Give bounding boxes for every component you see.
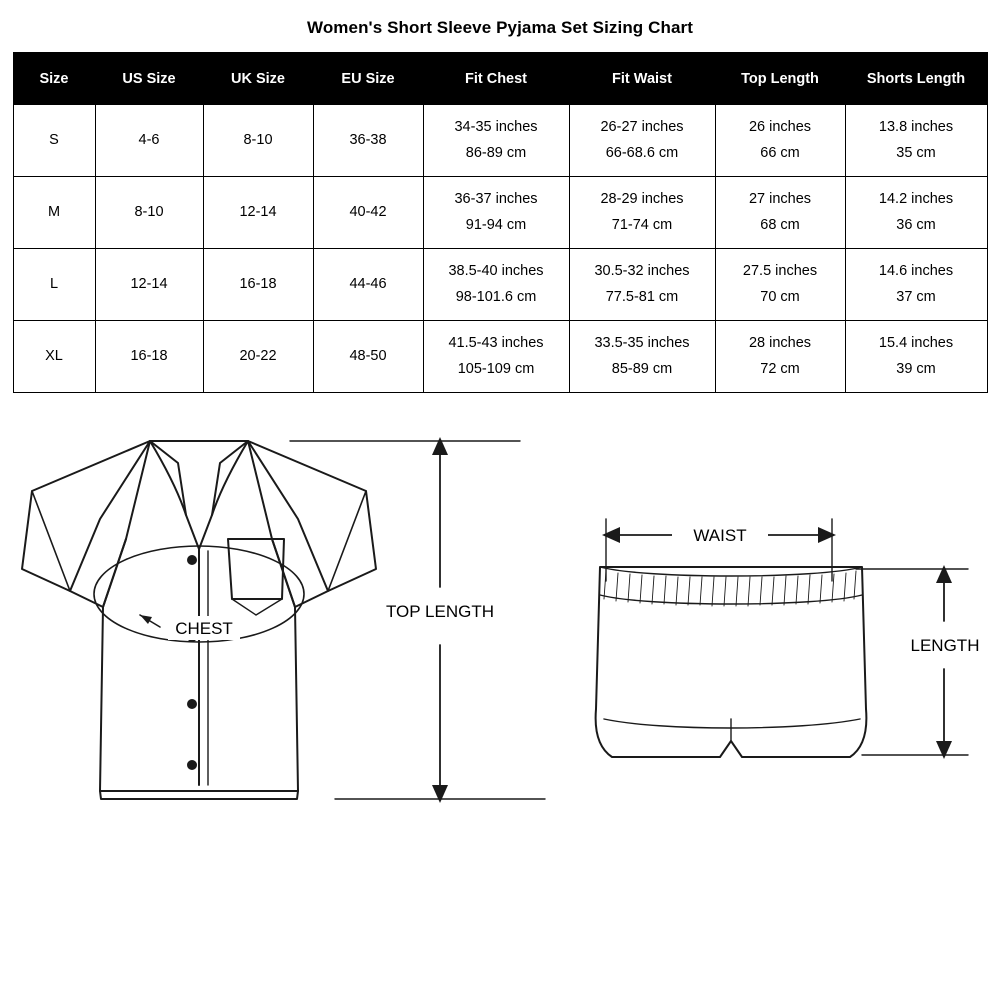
measurement-diagrams [0,419,1000,959]
cell-fit-waist-cm: 71-74 cm [611,216,673,233]
cell-top-length-cm: 66 cm [760,144,800,161]
cell-fit-chest-cm: 105-109 cm [457,360,535,377]
cell-fit-waist [569,105,715,177]
cell-uk-size: 8-10 [203,105,313,177]
cell-size: S [13,105,95,177]
cell-fit-chest-inches: 36-37 inches [454,191,538,208]
cell-top-length [715,321,845,393]
cell-top-length-inches: 27 inches [748,191,812,208]
cell-size: M [13,177,95,249]
cell-shorts-length-inches: 14.2 inches [878,191,954,208]
column-header-size: Size [13,53,95,105]
cell-fit-chest-cm: 86-89 cm [465,144,527,161]
cell-uk-size: 12-14 [203,177,313,249]
cell-fit-waist-cm: 66-68.6 cm [605,144,679,161]
cell-top-length-cm: 70 cm [760,288,800,305]
column-header-top-length: Top Length [715,53,845,105]
page-title: Women's Short Sleeve Pyjama Set Sizing Chart [306,18,694,37]
cell-eu-size: 48-50 [313,321,423,393]
cell-fit-chest [423,177,569,249]
cell-shorts-length-cm: 37 cm [896,288,936,305]
cell-fit-chest-cm: 98-101.6 cm [455,288,537,305]
sizing-table [13,52,988,393]
cell-us-size: 16-18 [95,321,203,393]
cell-shorts-length-cm: 35 cm [896,144,936,161]
cell-us-size: 12-14 [95,249,203,321]
cell-top-length-cm: 68 cm [760,216,800,233]
cell-shorts-length-inches: 14.6 inches [878,263,954,280]
table-header [13,53,987,105]
top-buttons [187,555,197,770]
cell-fit-waist-inches: 26-27 inches [600,119,684,136]
cell-shorts-length [845,249,987,321]
cell-eu-size: 36-38 [313,105,423,177]
cell-fit-waist-inches: 30.5-32 inches [594,263,690,280]
cell-fit-chest-inches: 34-35 inches [454,119,538,136]
table-header-row [13,53,987,105]
table-row [13,105,987,177]
cell-fit-chest-cm: 91-94 cm [465,216,527,233]
cell-size: XL [13,321,95,393]
shorts-illustration [596,567,867,757]
cell-fit-chest [423,249,569,321]
column-header-fit-chest: Fit Chest [423,53,569,105]
cell-fit-chest [423,321,569,393]
top-length-label: TOP LENGTH [385,602,495,621]
cell-shorts-length [845,105,987,177]
cell-eu-size: 44-46 [313,249,423,321]
chest-label: CHEST [175,619,233,638]
column-header-fit-waist: Fit Waist [569,53,715,105]
shorts-length-label: LENGTH [910,636,980,655]
table-row [13,249,987,321]
cell-size: L [13,249,95,321]
cell-top-length [715,105,845,177]
cell-top-length-inches: 27.5 inches [742,263,818,280]
column-header-shorts-length: Shorts Length [845,53,987,105]
cell-fit-waist [569,321,715,393]
column-header-eu-size: EU Size [313,53,423,105]
table-row [13,177,987,249]
cell-shorts-length [845,321,987,393]
cell-shorts-length-inches: 13.8 inches [878,119,954,136]
column-header-uk-size: UK Size [203,53,313,105]
cell-us-size: 4-6 [95,105,203,177]
waist-label: WAIST [693,526,747,545]
cell-shorts-length-cm: 39 cm [896,360,936,377]
cell-fit-waist-inches: 28-29 inches [600,191,684,208]
column-header-us-size: US Size [95,53,203,105]
cell-fit-waist-inches: 33.5-35 inches [594,335,690,352]
cell-top-length-cm: 72 cm [760,360,800,377]
cell-uk-size: 20-22 [203,321,313,393]
table-row [13,321,987,393]
cell-fit-waist [569,249,715,321]
cell-top-length-inches: 28 inches [748,335,812,352]
cell-fit-chest-inches: 38.5-40 inches [448,263,544,280]
cell-eu-size: 40-42 [313,177,423,249]
cell-shorts-length-cm: 36 cm [896,216,936,233]
cell-fit-waist-cm: 85-89 cm [611,360,673,377]
cell-us-size: 8-10 [95,177,203,249]
cell-top-length [715,249,845,321]
table-body [13,105,987,393]
cell-fit-chest-inches: 41.5-43 inches [448,335,544,352]
shorts-length-measure-indicator [856,565,968,759]
cell-fit-waist [569,177,715,249]
cell-shorts-length [845,177,987,249]
cell-fit-chest [423,105,569,177]
cell-fit-waist-cm: 77.5-81 cm [605,288,679,305]
cell-top-length [715,177,845,249]
cell-top-length-inches: 26 inches [748,119,812,136]
cell-uk-size: 16-18 [203,249,313,321]
cell-shorts-length-inches: 15.4 inches [878,335,954,352]
